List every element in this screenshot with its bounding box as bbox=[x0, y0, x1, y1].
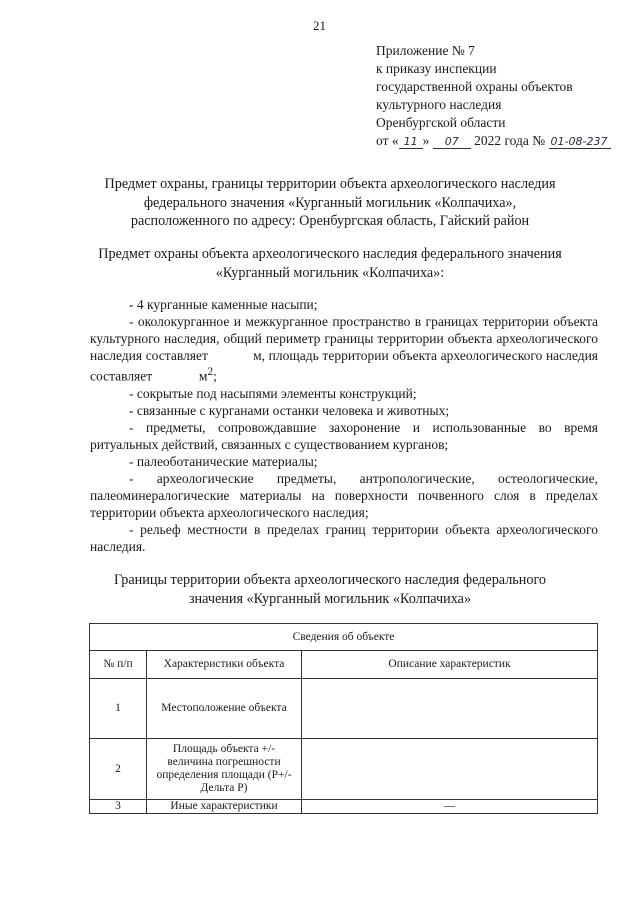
row-characteristic: Местоположение объекта bbox=[147, 679, 302, 739]
title-line-1: Предмет охраны, границы территории объекта археологического наследия bbox=[104, 176, 556, 192]
boundaries-line-1: Границы территории объекта археологического наследия федерального bbox=[113, 572, 547, 588]
date-mid: » bbox=[422, 133, 430, 148]
table-row bbox=[90, 800, 598, 814]
list-item: - сокрытые под насыпями элементы конструкций; bbox=[129, 385, 417, 401]
page-number: 21 bbox=[313, 18, 326, 33]
table-row bbox=[90, 679, 598, 739]
protection-subject-list bbox=[90, 296, 598, 555]
table-row bbox=[90, 739, 598, 800]
appendix-header bbox=[376, 42, 611, 150]
header-characteristic: Характеристики объекта bbox=[147, 651, 302, 679]
appendix-region: Оренбургской области bbox=[376, 115, 506, 130]
appendix-title: Приложение № 7 bbox=[376, 43, 475, 58]
row-number: 1 bbox=[90, 679, 147, 739]
handwritten-month: 07 bbox=[433, 136, 471, 149]
subject-line-2: «Курганный могильник «Колпачиха»: bbox=[215, 264, 445, 281]
list-item-perimeter: - околокурганное и межкурганное пространство в границах территории объекта культурного наследия, общий периметр границы территории объекта археологического наследия составляет м, площадь территории объекта археологического наследия составляет $м^2$; bbox=[90, 314, 599, 384]
row-description bbox=[302, 679, 598, 739]
document-title bbox=[60, 175, 600, 231]
boundaries-line-2: значения «Курганный могильник «Колпачиха» bbox=[188, 590, 472, 607]
list-item: - связанные с курганами останки человека и животных; bbox=[129, 402, 450, 418]
row-characteristic: Иные характеристики bbox=[147, 800, 302, 814]
appendix-authority-2: культурного наследия bbox=[376, 97, 502, 112]
row-number: 3 bbox=[90, 800, 147, 814]
header-description: Описание характеристик bbox=[302, 651, 598, 679]
table-caption: Сведения об объекте bbox=[90, 624, 598, 651]
subject-heading bbox=[60, 245, 600, 282]
date-year: 2022 года № bbox=[474, 133, 546, 148]
boundaries-heading bbox=[60, 571, 600, 608]
row-description: — bbox=[302, 800, 598, 814]
title-line-3: расположенного по адресу: Оренбургская область, Гайский район bbox=[130, 213, 530, 229]
title-line-2: федерального значения «Курганный могильник «Колпачиха», bbox=[143, 194, 517, 211]
object-info-table bbox=[89, 623, 598, 814]
row-description bbox=[302, 739, 598, 800]
appendix-date-line bbox=[376, 132, 611, 150]
list-item: - палеоботанические материалы; bbox=[129, 453, 318, 469]
appendix-order-ref: к приказу инспекции bbox=[376, 61, 497, 76]
date-prefix: от « bbox=[376, 133, 399, 148]
list-item: - рельеф местности в пределах границ территории объекта археологического наследия. bbox=[90, 521, 598, 554]
row-number: 2 bbox=[90, 739, 147, 800]
appendix-authority-1: государственной охраны объектов bbox=[376, 79, 573, 94]
handwritten-day: 11 bbox=[399, 136, 423, 149]
list-item: - 4 курганные каменные насыпи; bbox=[129, 297, 318, 312]
header-number: № п/п bbox=[90, 651, 147, 679]
list-item: - археологические предметы, антропологические, остеологические, палеоминералогические материалы на поверхности почвенного слоя в пределах территории объекта археологического наследия; bbox=[90, 470, 598, 520]
row-characteristic: Площадь объекта +/- величина погрешности определения площади (Р+/- Дельта Р) bbox=[147, 739, 302, 800]
handwritten-order-number: 01-08-237 bbox=[549, 136, 611, 149]
subject-line-1: Предмет охраны объекта археологического наследия федерального значения bbox=[98, 246, 562, 262]
list-item: - предметы, сопровождавшие захоронение и использованные во время ритуальных действий, связанных с существованием курганов; bbox=[90, 419, 598, 452]
